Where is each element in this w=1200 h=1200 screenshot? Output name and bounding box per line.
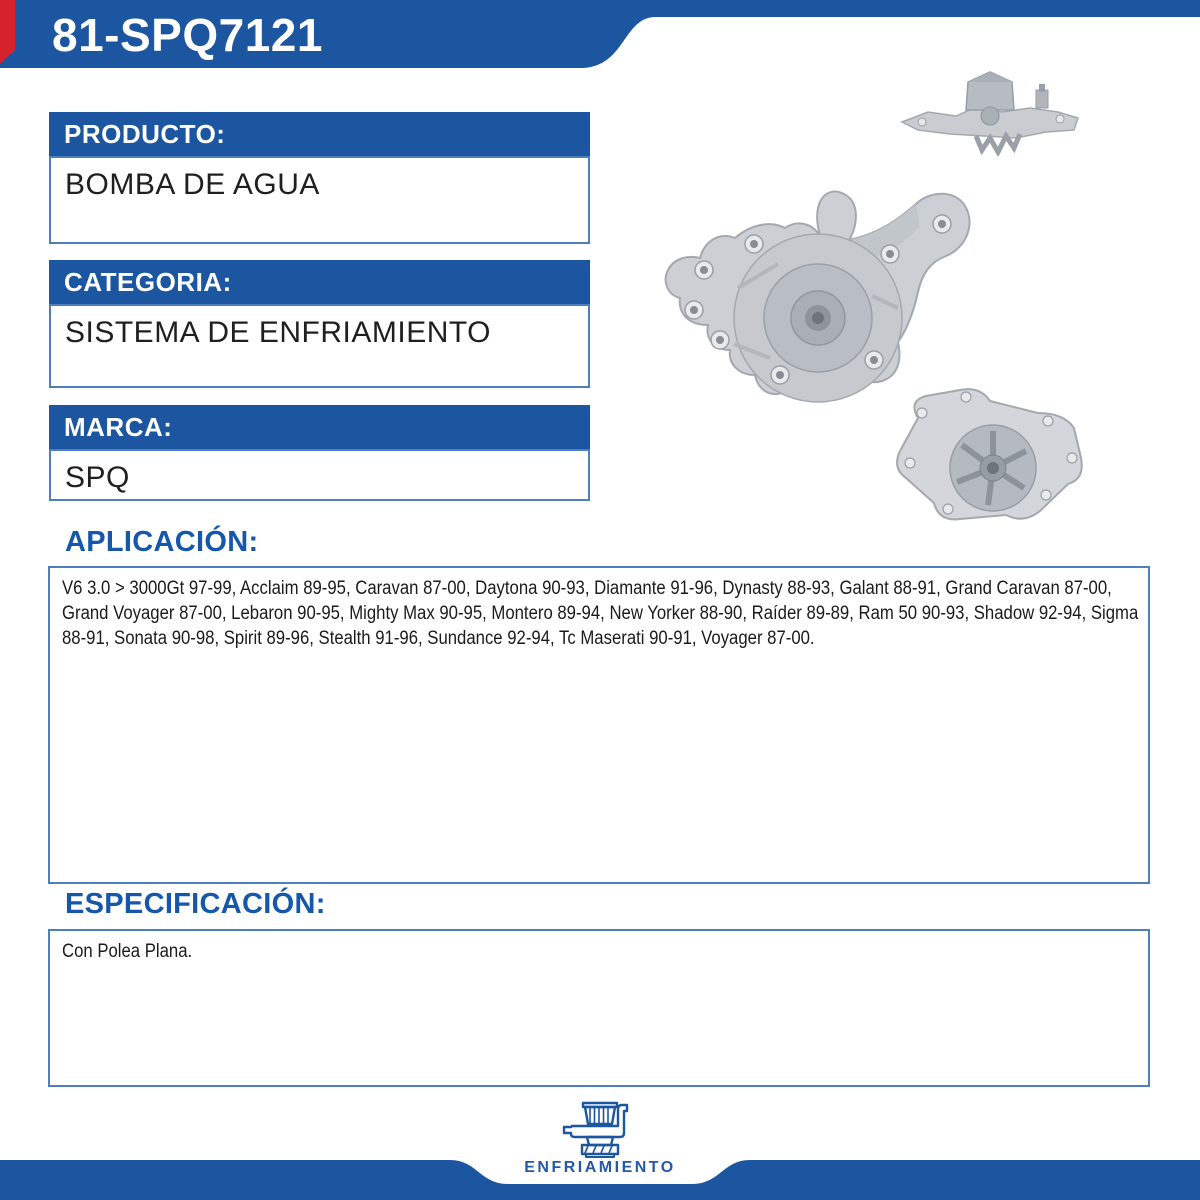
categoria-header-bar xyxy=(49,260,590,304)
cooling-system-icon xyxy=(558,1094,642,1158)
marca-header-bar xyxy=(49,405,590,449)
producto-value: BOMBA DE AGUA xyxy=(65,168,320,201)
aplicacion-title: APLICACIÓN: xyxy=(65,526,259,558)
part-number: 81-SPQ7121 xyxy=(52,9,323,61)
footer-category-label: ENFRIAMIENTO xyxy=(524,1159,676,1176)
aplicacion-box xyxy=(48,566,1150,884)
water-pump-rear-view xyxy=(888,383,1088,528)
categoria-label: CATEGORIA: xyxy=(64,267,232,297)
especificacion-box xyxy=(48,929,1150,1087)
water-pump-top-view xyxy=(898,64,1082,156)
especificacion-title: ESPECIFICACIÓN: xyxy=(65,888,326,920)
producto-value-box xyxy=(49,156,590,244)
marca-label: MARCA: xyxy=(64,412,173,442)
categoria-value-box xyxy=(49,304,590,388)
aplicacion-text: V6 3.0 > 3000Gt 97-99, Acclaim 89-95, Caravan 87-00, Daytona 90-93, Diamante 91-96, Dynasty 88-93, Galant 88-91, Grand Caravan 87-00, Grand Voyager 87-00, Lebaron 90-95, Mighty Max 90-95, Montero 89-94, New Yorker 88-90, Raíder 89-89, Ram 50 90-93, Shadow 92-94, Sigma 88-91, Sonata 90-98, Spirit 89-96, Stealth 91-96, Sundance 92-94, Tc Maserati 90-91, Voyager 87-00. xyxy=(62,578,1139,649)
marca-value-box xyxy=(49,449,590,501)
marca-value: SPQ xyxy=(65,461,130,494)
producto-label: PRODUCTO: xyxy=(64,119,226,149)
categoria-value: SISTEMA DE ENFRIAMIENTO xyxy=(65,316,492,349)
producto-header-bar xyxy=(49,112,590,156)
especificacion-text: Con Polea Plana. xyxy=(62,941,193,962)
